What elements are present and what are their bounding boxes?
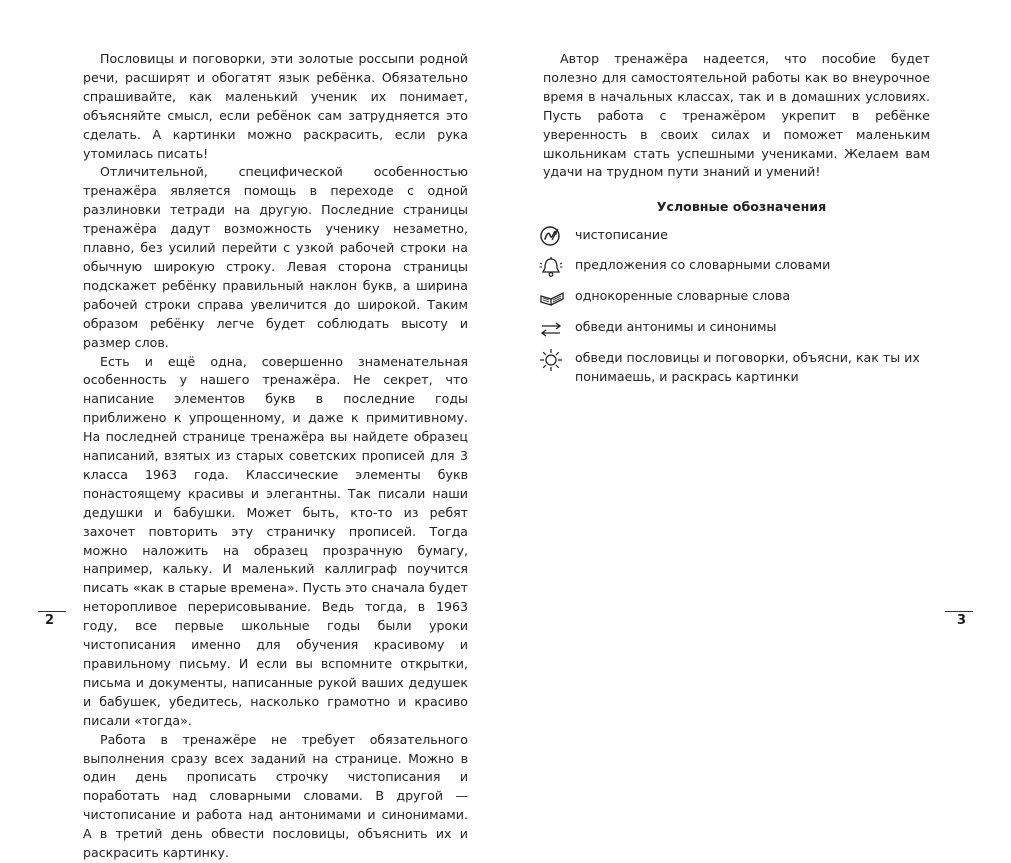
legend-label: однокоренные словарные слова (575, 288, 791, 304)
paragraph: Работа в тренажёре не требует обязательного выполнения сразу всех заданий на странице. Можно в один день прописать строчку чистописания и поработать над словарными словами. В другой — чистописание и работа над антонимами и синонимами. А в третий день обвести пословицы, объяснить их и раскрасить картинку. (83, 731, 468, 861)
page-number-rule (945, 611, 973, 612)
legend-item-antonyms-synonyms (543, 318, 930, 340)
paragraph: Пословицы и поговорки, эти золотые россыпи родной речи, расширят и обогатят язык ребёнка. Обязательно спрашивайте, как маленький ученик их понимает, объясняйте смысл, если ребёнок сам затрудняется это сделать. А картинки можно раскрасить, если рука утомилась писать! (83, 51, 468, 161)
left-page-text (83, 50, 468, 863)
page-number: 3 (957, 613, 967, 628)
open-book-icon (539, 287, 566, 309)
sun-icon (539, 349, 566, 371)
right-page-text (543, 50, 930, 387)
legend-item-sentences (543, 256, 930, 278)
paragraph: Автор тренажёра надеется, что пособие будет полезно для самостоятельной работы как во внеурочное время в начальных классах, так и в домашних условиях. Пусть работа с тренажёром укрепит в ребёнке уверенность в своих силах и поможет маленьким школьникам стать успешными учениками. Желаем вам удачи на трудном пути знаний и умений! (543, 51, 930, 180)
legend-label: чистописание (575, 227, 668, 243)
legend-item-penmanship (543, 225, 930, 247)
legend-item-cognate-words (543, 287, 930, 309)
legend-item-proverbs (543, 349, 930, 387)
page-number: 2 (45, 613, 55, 628)
pen-circle-icon (539, 225, 566, 247)
paragraph: Отличительной, специфической особенностью тренажёра является помощь в переходе с одной разлиновки тетради на другую. Последние страницы тренажёра дадут возможность ученику незаметно, плавно, без усилий перейти с узкой рабочей строки на обычную широкую строку. Левая сторона страницы подскажет ребёнку правильный наклон букв, а ширина рабочей строки справа увеличится до широкой. Таким образом ребёнку легче будет соблюдать высоту и размер слов. (83, 164, 468, 350)
legend-title: Условные обозначения (656, 199, 827, 215)
page-number-rule (38, 611, 66, 612)
arrows-icon (539, 318, 566, 340)
bell-icon (539, 256, 566, 278)
paragraph: Есть и ещё одна, совершенно знаменательная особенность у нашего тренажёра. Не секрет, что написание элементов букв в последние годы приближено к упрощенному, и даже к примитивному. На последней странице тренажёра вы найдете образец написаний, взятых из старых советских прописей для 3 класса 1963 года. Классические элементы букв понастоящему красивы и элегантны. Так писали наши дедушки и бабушки. Может быть, кто-то из ребят захочет повторить эту страничку прописей. Тогда можно наложить на образец прозрачную бумагу, например, кальку. И маленький каллиграф поучится писать «как в старые времена». Пусть это сначала будет неторопливое перерисовывание. Ведь тогда, в 1963 году, все первые школьные годы были уроки чистописания именно для обучения красивому и правильному письму. И если вы вспомните открытки, письма и документы, написанные рукой ваших дедушек и бабушек, убедитесь, насколько грамотно и красиво писали «тогда». (83, 353, 469, 728)
legend-label: обведи антонимы и синонимы (575, 319, 777, 335)
legend-label: обведи пословицы и поговорки, объясни, как ты их понимаешь, и раскрась картинки (575, 350, 920, 385)
legend-label: предложения со словарными словами (575, 257, 831, 273)
